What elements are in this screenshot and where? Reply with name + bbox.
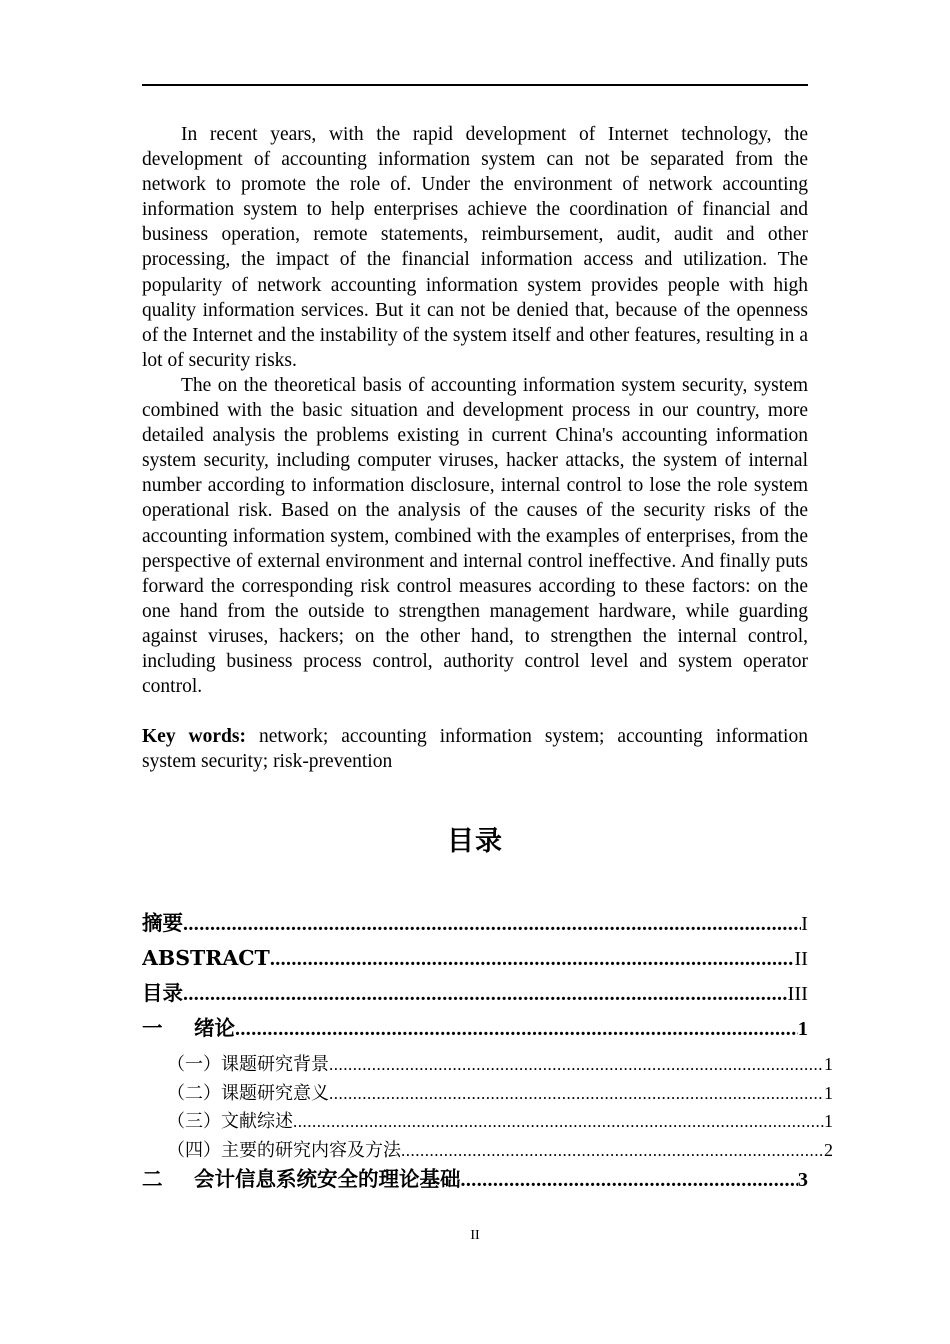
toc-entry[interactable] <box>142 912 808 947</box>
keywords-label: Key words: <box>142 726 246 748</box>
toc-entry[interactable] <box>142 947 808 982</box>
toc-page-number: II <box>794 948 808 970</box>
toc-dot-leader <box>461 1169 798 1191</box>
toc-entry-label <box>167 1141 401 1161</box>
toc-page-number: 1 <box>824 1111 833 1131</box>
toc-entry-label: 目录 <box>142 982 183 1005</box>
toc-page-number: 2 <box>824 1139 833 1160</box>
toc-dot-leader <box>183 913 801 935</box>
toc-entry[interactable] <box>142 982 808 1017</box>
abstract-section <box>142 122 808 774</box>
toc-entry-label: 摘要 <box>142 912 183 935</box>
toc-entry-label <box>142 1168 461 1190</box>
toc-dot-leader <box>235 1018 798 1040</box>
toc-entry[interactable] <box>142 1140 833 1169</box>
toc-entry-text: 课题研究背景 <box>221 1054 329 1075</box>
toc-entry[interactable] <box>142 1111 833 1140</box>
toc-entry[interactable] <box>142 1083 833 1112</box>
toc-entry-label <box>167 1055 329 1075</box>
toc-entry-number: （三） <box>167 1111 221 1132</box>
toc-page-number: I <box>801 913 808 935</box>
toc-entry-label <box>142 1017 235 1039</box>
toc-dot-leader <box>183 983 788 1005</box>
footer-page-number: II <box>470 1228 480 1243</box>
toc-entry-number: 二 <box>142 1168 163 1191</box>
toc-entry-text: 课题研究意义 <box>221 1082 329 1104</box>
toc-page-number: 1 <box>824 1082 833 1103</box>
toc-entry-text: 绪论 <box>194 1017 235 1040</box>
toc-page-number: 1 <box>824 1054 833 1074</box>
toc-heading: 目录 <box>447 826 503 857</box>
toc-entry-number: 一 <box>142 1017 163 1040</box>
toc-entry[interactable] <box>142 1017 808 1054</box>
toc-dot-leader <box>270 948 795 970</box>
toc-entry-number: （二） <box>167 1082 221 1104</box>
toc-dot-leader <box>401 1141 824 1161</box>
toc-entry[interactable] <box>142 1054 833 1083</box>
toc-dot-leader <box>329 1084 824 1104</box>
toc-entry-text: 会计信息系统安全的理论基础 <box>194 1168 461 1191</box>
toc-entry-label <box>167 1084 329 1104</box>
abstract-paragraph-2: The on the theoretical basis of accounting information system security, system combined with the basic situation and development process in our country, more detailed analysis the problems existing in current China's accounting information system security, including computer viruses, hacker attacks, the system of internal number according to information disclosure, internal control to lose the role system operational risk. Based on the analysis of the causes of the security risks of the accounting information system, combined with the examples of enterprises, from the perspective of external environment and internal control ineffective. And finally puts forward the corresponding risk control measures according to these factors: on the one hand from the outside to strengthen management hardware, while guarding against viruses, hackers; on the other hand, to strengthen the internal control, including business process control, authority control level and system operator control. <box>142 374 808 698</box>
toc-entry-label <box>167 1112 293 1132</box>
toc-entry-number: （四） <box>167 1139 221 1161</box>
toc-entry-number: （一） <box>167 1054 221 1075</box>
toc-entry-text: 文献综述 <box>221 1111 293 1132</box>
toc-dot-leader <box>293 1112 824 1132</box>
header-rule <box>142 84 808 86</box>
abstract-paragraph-1: In recent years, with the rapid development of Internet technology, the development of accounting information system can not be separated from the network to promote the role of. Under the environment of network accounting information system to help enterprises achieve the coordination of financial and business operation, remote statements, reimbursement, audit, audit and other processing, the impact of the financial information access and utilization. The popularity of network accounting information system provides people with high quality information services. But it can not be denied that, because of the openness of the Internet and the instability of the system itself and other features, resulting in a lot of security risks. <box>142 124 808 371</box>
toc-entry[interactable] <box>142 1168 808 1205</box>
toc-entry-label: ABSTRACT <box>142 947 270 970</box>
toc-page-number: 3 <box>797 1169 808 1191</box>
toc-dot-leader <box>329 1055 824 1075</box>
keywords-value: network; accounting information system; accounting information system security; risk-prevention <box>142 726 808 773</box>
table-of-contents <box>142 912 833 1205</box>
toc-page-number: III <box>787 983 808 1005</box>
toc-entry-text: 主要的研究内容及方法 <box>221 1139 401 1161</box>
keywords-line <box>142 724 808 774</box>
toc-page-number: 1 <box>797 1018 808 1040</box>
